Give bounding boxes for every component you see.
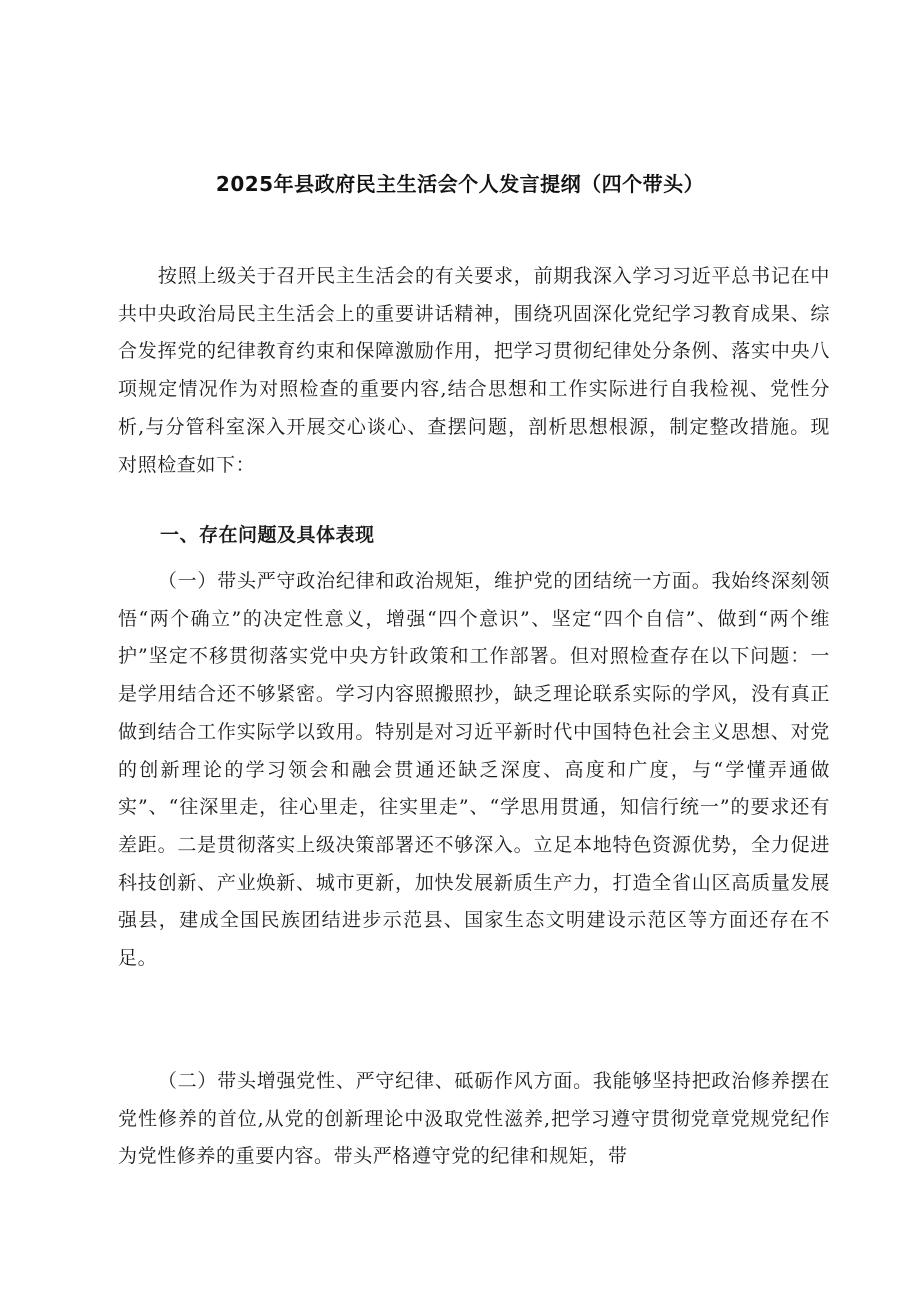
section-heading: 一、存在问题及具体表现 <box>160 524 375 546</box>
document-title: 2025年县政府民主生活会个人发言提纲（四个带头） <box>215 172 705 196</box>
paragraph-one: （一）带头严守政治纪律和政治规矩，维护党的团结统一方面。我始终深刻领悟“两个确立”的决定性意义，增强“四个意识”、坚定“四个自信”、做到“两个维护”坚定不移贯彻落实党中央方针政策和工作部署。但对照检查存在以下问题：一是学用结合还不够紧密。学习内容照搬照抄，缺乏理论联系实际的学风，没有真正做到结合工作实际学以致用。特别是对习近平新时代中国特色社会主义思想、对党的创新理论的学习领会和融会贯通还缺乏深度、高度和广度，与“学懂弄通做实”、“往深里走，往心里走，往实里走”、“学思用贯通，知信行统一”的要求还有差距。二是贯彻落实上级决策部署还不够深入。立足本地特色资源优势，全力促进科技创新、产业焕新、城市更新，加快发展新质生产力，打造全省山区高质量发展强县，建成全国民族团结进步示范县、国家生态文明建设示范区等方面还存在不足。 <box>118 570 830 970</box>
paragraph-two: （二）带头增强党性、严守纪律、砥砺作风方面。我能够坚持把政治修养摆在党性修养的首位,从党的创新理论中汲取党性滋养,把学习遵守贯彻党章党规党纪作为党性修养的重要内容。带头严格遵守党的纪律和规矩，带 <box>118 1070 830 1168</box>
intro-paragraph: 按照上级关于召开民主生活会的有关要求，前期我深入学习习近平总书记在中共中央政治局民主生活会上的重要讲话精神，围绕巩固深化党纪学习教育成果、综合发挥党的纪律教育约束和保障激励作用，把学习贯彻纪律处分条例、落实中央八项规定情况作为对照检查的重要内容,结合思想和工作实际进行自我检视、党性分析,与分管科室深入开展交心谈心、查摆问题，剖析思想根源，制定整改措施。现对照检查如下： <box>118 265 830 476</box>
